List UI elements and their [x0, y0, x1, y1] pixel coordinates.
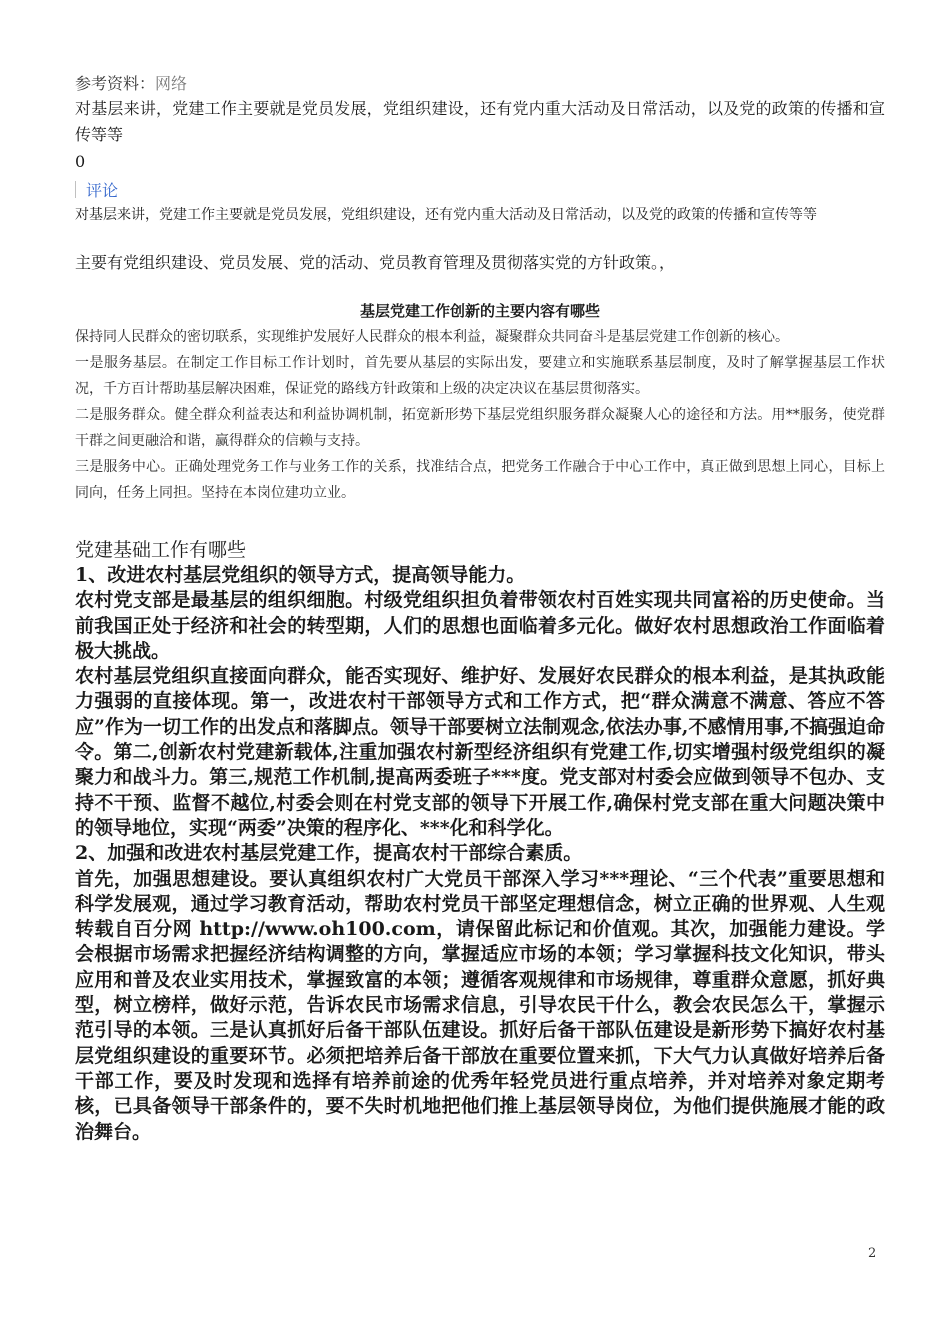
section1-paragraph: 保持同人民群众的密切联系，实现维护发展好人民群众的根本利益，凝聚群众共同奋斗是基层党建工作创新的核心。: [75, 329, 789, 345]
section1-title: 基层党建工作创新的主要内容有哪些: [359, 302, 600, 320]
section1-paragraph: 二是服务群众。健全群众利益表达和利益协调机制，拓宽新形势下基层党组织服务群众凝聚人心的途径和方法。用**服务，使党群干群之间更融洽和谐，赢得群众的信赖与支持。: [75, 407, 885, 449]
reference-line: [75, 72, 885, 96]
section1-paragraph: 一是服务基层。在制定工作目标工作计划时，首先要从基层的实际出发，要建立和实施联系基层制度，及时了解掌握基层工作状况，千方百计帮助基层解决困难，保证党的路线方针政策和上级的决定决议在基层贯彻落实。: [75, 355, 885, 397]
intro-paragraph: 对基层来讲，党建工作主要就是党员发展，党组织建设，还有党内重大活动及日常活动，以及党的政策的传播和宣传等等: [75, 99, 885, 144]
section2-paragraph: 农村党支部是最基层的组织细胞。村级党组织担负着带领农村百姓实现共同富裕的历史使命。当前我国正处于经济和社会的转型期，人们的思想也面临着多元化。做好农村思想政治工作面临着极大挑战。: [75, 589, 885, 662]
comment-count: 0: [75, 152, 86, 171]
section2-paragraph: 2、加强和改进农村基层党建工作，提高农村干部综合素质。: [75, 842, 583, 865]
document-page: [75, 72, 885, 1145]
summary-paragraph: 主要有党组织建设、党员发展、党的活动、党员教育管理及贯彻落实党的方针政策。，: [75, 253, 676, 272]
section1-paragraph: 三是服务中心。正确处理党务工作与业务工作的关系，找准结合点，把党务工作融合于中心工作中，真正做到思想上同心，目标上同向，任务上同担。坚持在本岗位建功立业。: [75, 459, 885, 501]
section2-paragraph: 1、改进农村基层党组织的领导方式，提高领导能力。: [75, 564, 526, 586]
reference-label: 参考资料：: [75, 74, 156, 93]
section2-paragraph: 首先，加强思想建设。要认真组织农村广大党员干部深入学习***理论、“三个代表”重要思想和科学发展观，通过学习教育活动，帮助农村党员干部坚定理想信念，树立正确的世界观、人生观转载自百分网 http://www.oh100.com，请保留此标记和价值观。其次，加强能力建设。学会根据市场需求把握经济结构调整的方向，掌握适应市场的本领；学习掌握科技文化知识，带头应用和普及农业实用技术，掌握致富的本领；遵循客观规律和市场规律，尊重群众意愿，抓好典型，树立榜样，做好示范，告诉农民市场需求信息，引导农民干什么，教会农民怎么干，掌握示范引导的本领。三是认真抓好后备干部队伍建设。抓好后备干部队伍建设是新形势下搞好农村基层党组织建设的重要环节。必须把培养后备干部放在重要位置来抓，下大气力认真做好培养后备干部工作，要及时发现和选择有培养前途的优秀年轻党员进行重点培养，并对培养对象定期考核，已具备领导干部条件的，要不失时机地把他们推上基层领导岗位，为他们提供施展才能的政治舞台。: [75, 867, 885, 1143]
divider: [75, 181, 76, 198]
comment-row: [75, 176, 885, 202]
page-number: 2: [868, 1246, 877, 1261]
comment-paragraph: 对基层来讲，党建工作主要就是党员发展，党组织建设，还有党内重大活动及日常活动，以及党的政策的传播和宣传等等: [75, 207, 817, 223]
section2-paragraph: 农村基层党组织直接面向群众，能否实现好、维护好、发展好农民群众的根本利益，是其执政能力强弱的直接体现。第一，改进农村干部领导方式和工作方式，把“群众满意不满意、答应不答应”作为一切工作的出发点和落脚点。领导干部要树立法制观念,依法办事,不感情用事,不搞强迫命令。第二,创新农村党建新载体,注重加强农村新型经济组织有党建工作,切实增强村级党组织的凝聚力和战斗力。第三,规范工作机制,提高两委班子***度。党支部对村委会应做到领导不包办、支持不干预、监督不越位,村委会则在村党支部的领导下开展工作,确保村党支部在重大问题决策中的领导地位，实现“两委”决策的程序化、***化和科学化。: [75, 665, 885, 839]
reference-value: 网络: [155, 74, 188, 93]
comment-link[interactable]: 评论: [86, 180, 119, 200]
section2-title: 党建基础工作有哪些: [75, 539, 247, 561]
